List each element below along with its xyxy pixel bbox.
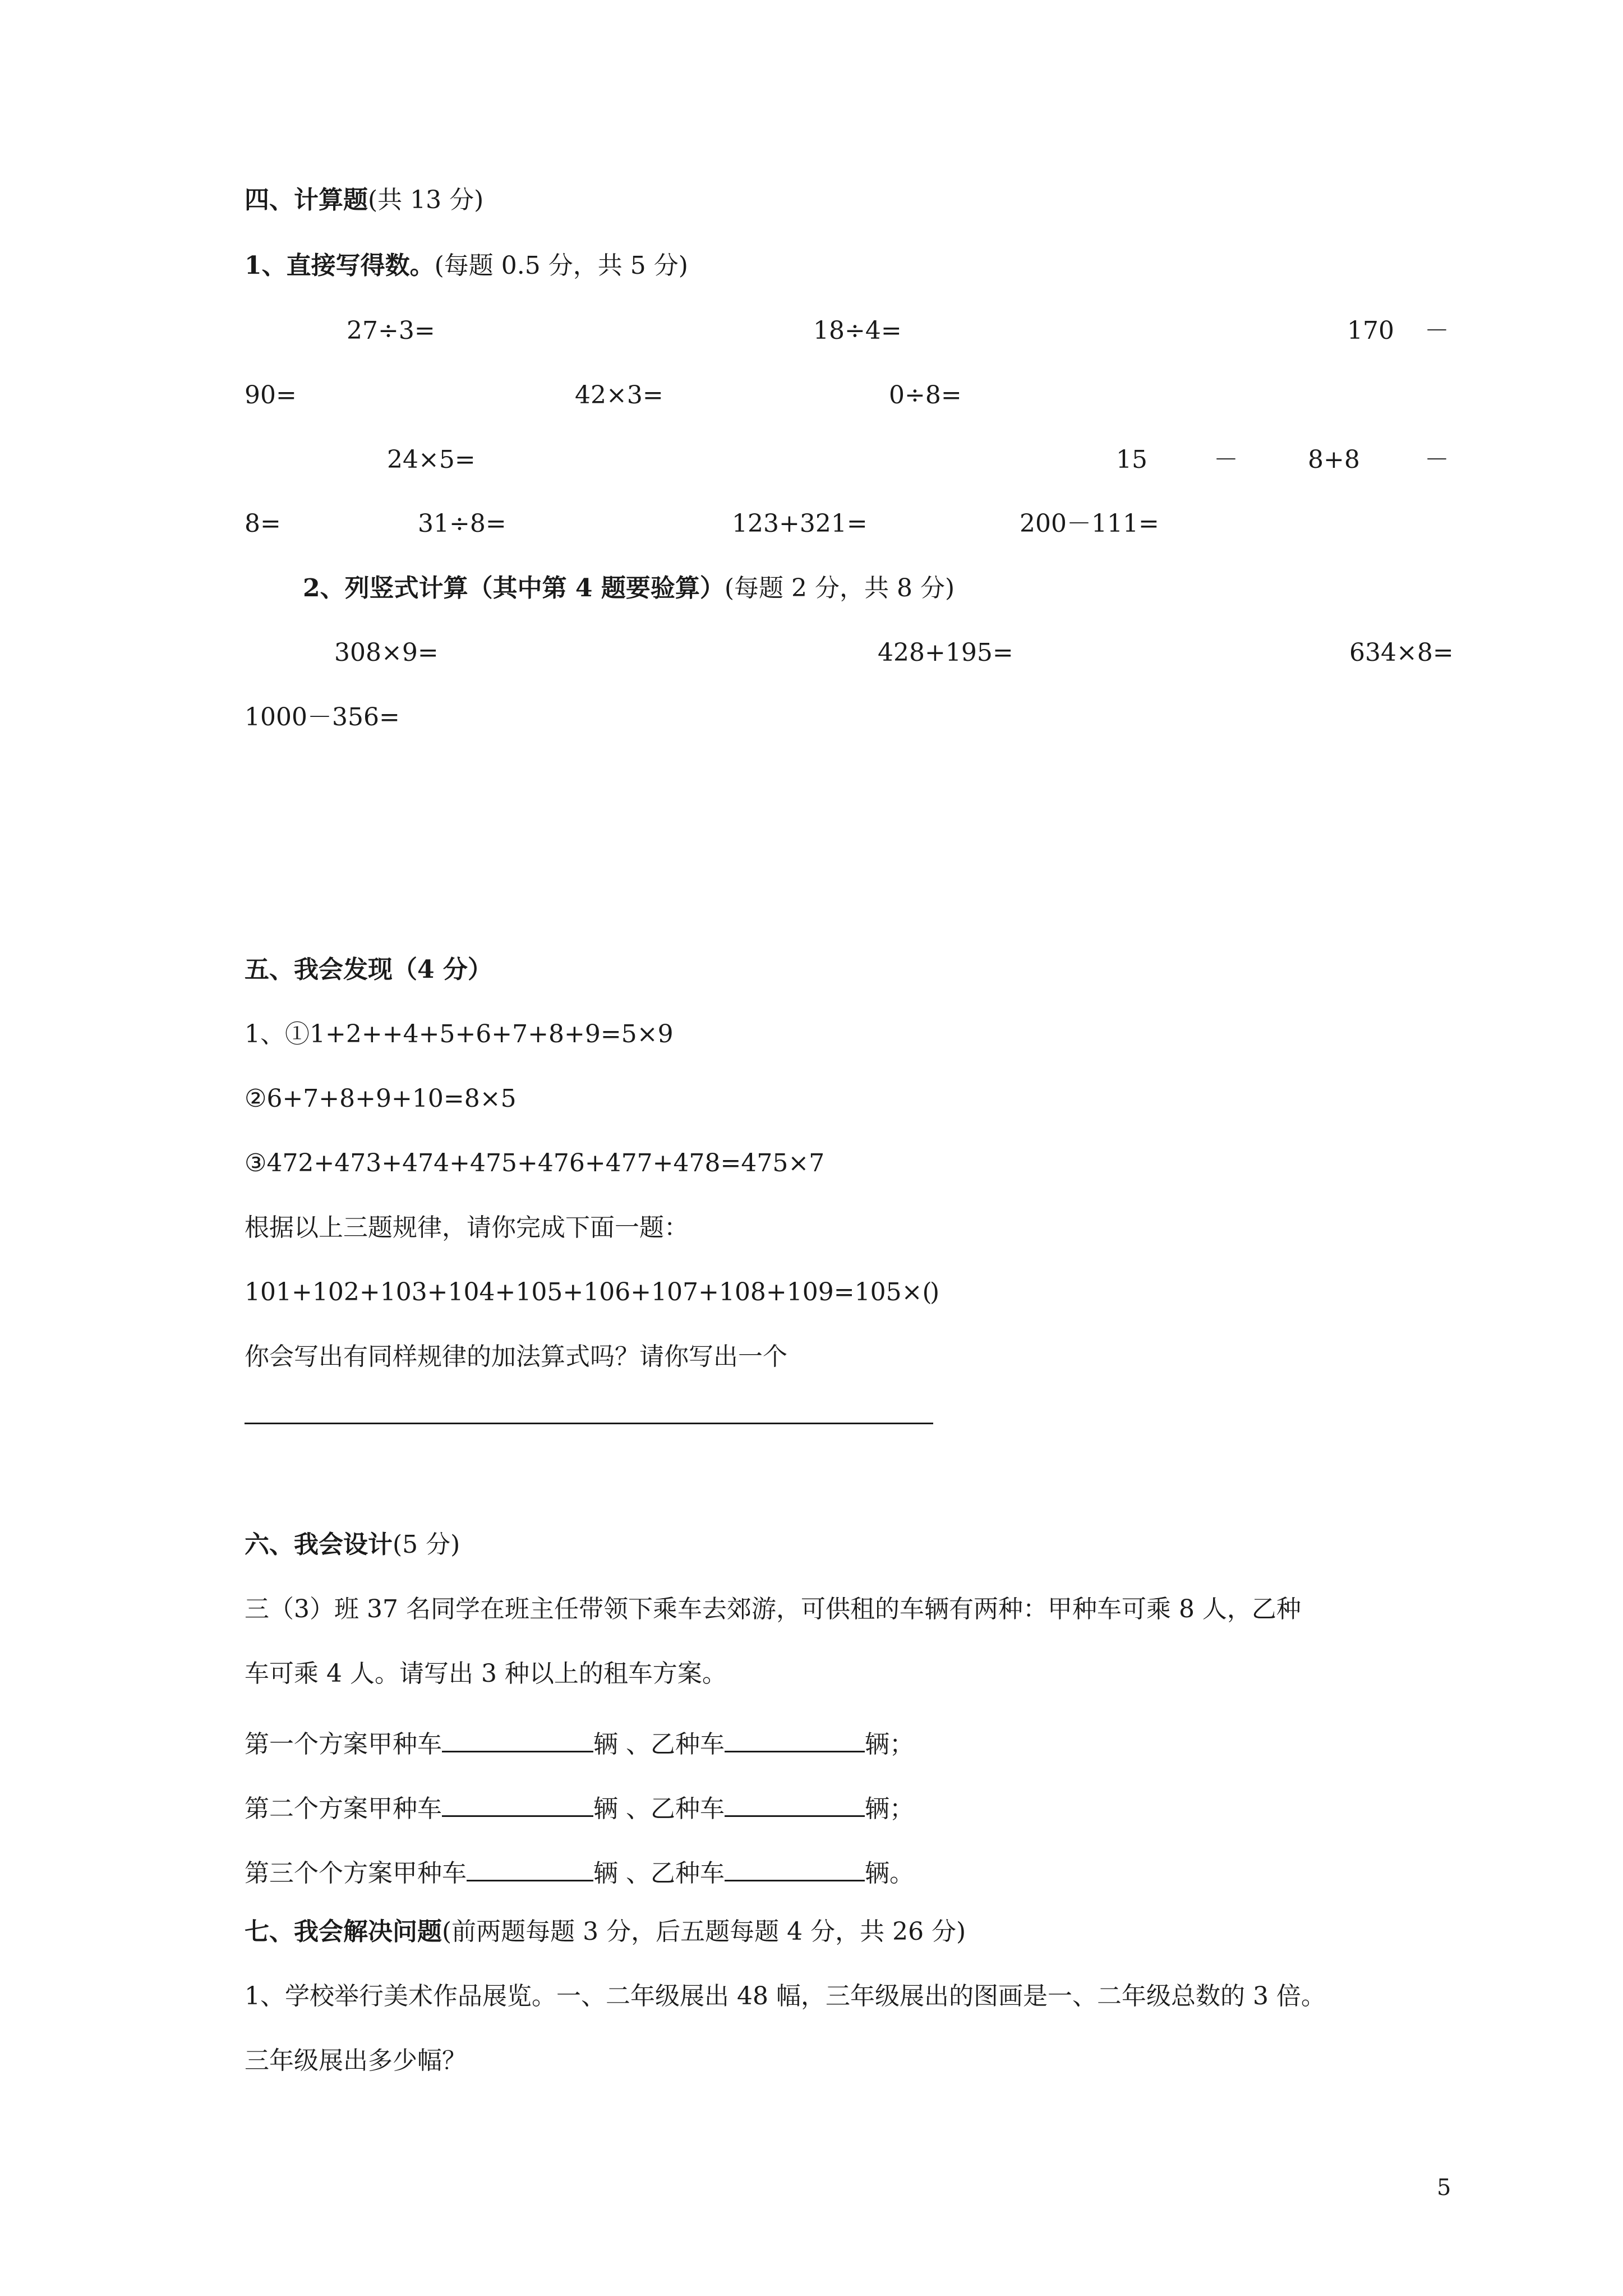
section7-q1-line-1: 1、学校举行美术作品展览。一、二年级展出 48 幅，三年级展出的图画是一、二年级总数的 3 倍。: [245, 1982, 1326, 2010]
plan-3-type-b-blank[interactable]: [725, 1855, 865, 1881]
plan-end: 辆；: [865, 1795, 914, 1823]
expr-308-mul-9: 308×9=: [334, 638, 439, 667]
expr-27-div-3: 27÷3=: [347, 316, 435, 345]
pattern-question-close: ): [930, 1278, 940, 1306]
section4-q2-title: 2、列竖式计算（其中第 4 题要验算）: [303, 574, 725, 602]
pattern-instruction: 根据以上三题规律，请你完成下面一题：: [245, 1213, 689, 1242]
plan-1-type-a-blank[interactable]: [442, 1726, 593, 1752]
expr-170: 170: [1347, 316, 1394, 345]
expr-1000-minus-356: 1000－356=: [245, 703, 400, 731]
section7-q1-line-2: 三年级展出多少幅？: [245, 2046, 467, 2075]
section4-q1-title: 1、直接写得数。: [245, 251, 435, 280]
pattern-line-1: 1、①1+2++4+5+6+7+8+9=5×9: [245, 1020, 674, 1048]
pattern-line-3: ③472+473+474+475+476+477+478=475×7: [245, 1149, 825, 1177]
expr-634-mul-8: 634×8=: [1349, 638, 1454, 667]
section6-title-note: (5 分): [393, 1530, 460, 1559]
plan-row: [245, 1726, 914, 1757]
section4-q2-note: (每题 2 分，共 8 分): [724, 574, 955, 602]
plan-prefix: 第一个方案甲种车: [245, 1730, 442, 1759]
section6-heading: [245, 1530, 460, 1559]
answer-line[interactable]: [245, 1423, 933, 1424]
pattern-prompt: 你会写出有同样规律的加法算式吗？请你写出一个: [245, 1342, 787, 1371]
section4-title: 四、计算题: [245, 186, 368, 214]
section6-title: 六、我会设计: [245, 1530, 393, 1559]
plan-row: [245, 1791, 914, 1821]
plan-mid: 辆 、乙种车: [593, 1795, 725, 1823]
expr-minus-1: －: [1424, 316, 1449, 345]
plan-2-type-b-blank[interactable]: [725, 1791, 865, 1817]
expr-428-plus-195: 428+195=: [878, 638, 1013, 667]
expr-minus-3: －: [1424, 445, 1449, 474]
section7-title: 七、我会解决问题: [245, 1917, 442, 1946]
page-number: 5: [1437, 2175, 1451, 2201]
plan-2-type-a-blank[interactable]: [442, 1791, 593, 1817]
expr-8-plus-8: 8+8: [1308, 445, 1360, 474]
expr-24-mul-5: 24×5=: [387, 445, 476, 474]
plan-1-type-b-blank[interactable]: [725, 1726, 865, 1752]
plan-prefix: 第二个方案甲种车: [245, 1795, 442, 1823]
pattern-line-2: ②6+7+8+9+10=8×5: [245, 1084, 517, 1113]
plan-end: 辆；: [865, 1730, 914, 1759]
plan-mid: 辆 、乙种车: [593, 1859, 725, 1888]
plan-mid: 辆 、乙种车: [593, 1730, 725, 1759]
expr-8: 8=: [245, 509, 281, 538]
section6-problem-line-1: 三（3）班 37 名同学在班主任带领下乘车去郊游，可供租的车辆有两种：甲种车可乘 8 人，乙种: [245, 1595, 1301, 1623]
section4-title-note: (共 13 分): [368, 186, 484, 214]
expr-minus-2: －: [1214, 445, 1238, 474]
section4-heading: [245, 188, 483, 213]
section5-title: 五、我会发现（4 分）: [245, 955, 492, 984]
expr-15: 15: [1116, 445, 1147, 474]
section4-q1-note: (每题 0.5 分，共 5 分): [434, 251, 688, 280]
section4-q1-heading: [245, 251, 688, 280]
expr-0-div-8: 0÷8=: [889, 381, 962, 409]
expr-123-plus-321: 123+321=: [732, 509, 868, 538]
section7-title-note: (前两题每题 3 分，后五题每题 4 分，共 26 分): [442, 1917, 966, 1946]
expr-200-minus-111: 200－111=: [1020, 509, 1159, 538]
section4-q2-heading: [303, 576, 955, 601]
expr-31-div-8: 31÷8=: [418, 509, 506, 538]
pattern-question: 101+102+103+104+105+106+107+108+109=105×(: [245, 1278, 932, 1306]
plan-row: [245, 1855, 914, 1886]
section7-heading: [245, 1917, 966, 1946]
section6-problem-line-2: 车可乘 4 人。请写出 3 种以上的租车方案。: [245, 1659, 727, 1688]
expr-18-div-4: 18÷4=: [813, 316, 902, 345]
expr-42-mul-3: 42×3=: [575, 381, 663, 409]
plan-prefix: 第三个个方案甲种车: [245, 1859, 467, 1888]
plan-end: 辆。: [865, 1859, 914, 1888]
plan-3-type-a-blank[interactable]: [467, 1855, 593, 1881]
expr-90: 90=: [245, 381, 297, 409]
